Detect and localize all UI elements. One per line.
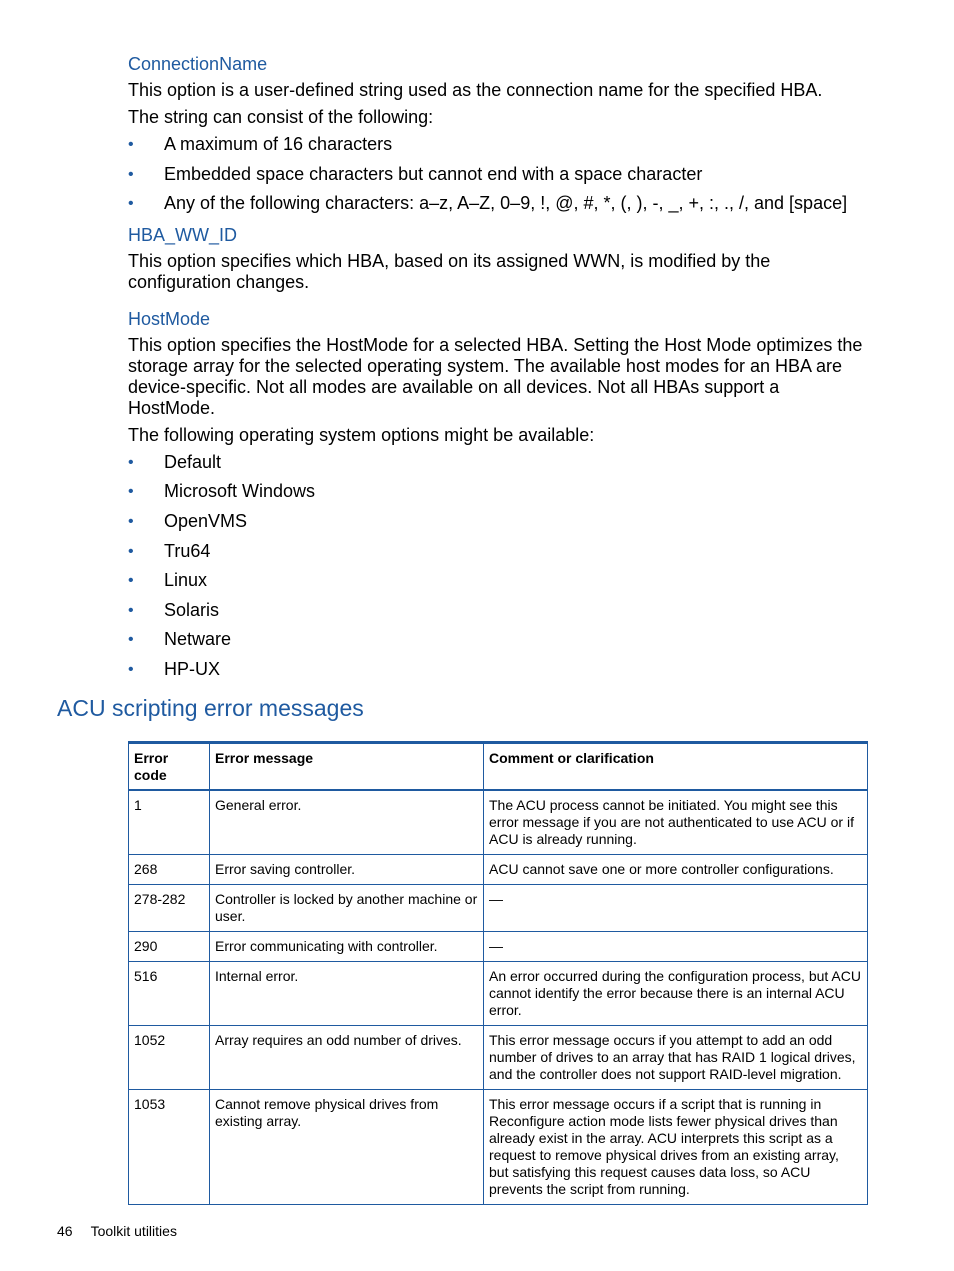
option-heading: ConnectionName <box>128 54 268 74</box>
option-description: This option specifies the HostMode for a selected HBA. Setting the Host Mode optimizes the storage array for the selected operating system. The available host modes for an HBA are device-specific. Not all modes are available on all devices. Not all HBAs support a HostMode. <box>128 334 863 418</box>
bullet-icon: • <box>128 601 134 619</box>
error-code-cell: 268 <box>129 855 210 885</box>
list-item: • Any of the following characters: a–z, A–Z, 0–9, !, @, #, *, (, ), -, _, +, :, ., /, and [space] <box>128 193 848 214</box>
option-description: The following operating system options might be available: <box>128 424 595 445</box>
comment-cell: This error message occurs if a script that is running in Reconfigure action mode lists fewer physical drives than already exist in the array. ACU interprets this script as a request to remove physical drives from an existing array, but satisfying this request causes data loss, so ACU prevents the script from running. <box>484 1090 868 1205</box>
list-item: • Microsoft Windows <box>128 481 316 502</box>
table-row <box>129 1026 868 1090</box>
table-row <box>129 855 868 885</box>
option-description: This option specifies which HBA, based on its assigned WWN, is modified by the configuration changes. <box>128 250 771 292</box>
list-item: • Linux <box>128 570 208 591</box>
option-connection-name <box>128 52 868 214</box>
section-title: ACU scripting error messages <box>57 695 364 721</box>
comment-cell: An error occurred during the configuration process, but ACU cannot identify the error because there is an internal ACU error. <box>484 962 868 1026</box>
error-message-cell: Cannot remove physical drives from existing array. <box>210 1090 484 1205</box>
error-message-cell: Internal error. <box>210 962 484 1026</box>
bullet-icon: • <box>128 453 134 471</box>
error-code-cell: 1052 <box>129 1026 210 1090</box>
comment-cell: ACU cannot save one or more controller configurations. <box>484 855 868 885</box>
bullet-icon: • <box>128 572 134 590</box>
table-row <box>129 790 868 855</box>
page-footer <box>57 1222 177 1240</box>
list-item: • Netware <box>128 629 232 650</box>
error-code-cell: 278-282 <box>129 885 210 932</box>
bullet-icon: • <box>128 631 134 649</box>
error-message-cell: Array requires an odd number of drives. <box>210 1026 484 1090</box>
option-host-mode <box>128 307 868 680</box>
table-row <box>129 932 868 962</box>
error-message-cell: Controller is locked by another machine or user. <box>210 885 484 932</box>
list-item: • A maximum of 16 characters <box>128 134 393 154</box>
table-row <box>129 885 868 932</box>
bullet-icon: • <box>128 483 134 501</box>
bullet-icon: • <box>128 512 134 530</box>
bullet-icon: • <box>128 660 134 678</box>
comment-cell: — <box>484 885 868 932</box>
bullet-icon: • <box>128 195 134 213</box>
table-row <box>129 962 868 1026</box>
comment-cell: — <box>484 932 868 962</box>
table-row <box>129 1090 868 1205</box>
list-item: • Solaris <box>128 599 220 620</box>
list-item: • Default <box>128 451 222 472</box>
page-number: 46 <box>57 1223 73 1239</box>
option-heading: HBA_WW_ID <box>128 224 238 245</box>
list-item: • OpenVMS <box>128 510 248 531</box>
page-content <box>128 52 868 689</box>
column-header-error-code: Error code <box>129 743 210 791</box>
error-code-cell: 516 <box>129 962 210 1026</box>
comment-cell: The ACU process cannot be initiated. You might see this error message if you are not authenticated to use ACU or if ACU is already running. <box>484 790 868 855</box>
option-heading: HostMode <box>128 308 211 329</box>
error-messages-table <box>128 741 868 1205</box>
error-code-cell: 1 <box>129 790 210 855</box>
comment-cell: This error message occurs if you attempt to add an odd number of drives to an array that has RAID 1 logical drives, and the controller does not support RAID-level migration. <box>484 1026 868 1090</box>
column-header-comment: Comment or clarification <box>484 743 868 791</box>
error-message-cell: Error saving controller. <box>210 855 484 885</box>
table-header-row <box>129 743 868 791</box>
list-item: • HP-UX <box>128 658 221 679</box>
error-message-cell: General error. <box>210 790 484 855</box>
error-code-cell: 290 <box>129 932 210 962</box>
bullet-icon: • <box>128 542 134 560</box>
bullet-icon: • <box>128 136 134 153</box>
error-code-cell: 1053 <box>129 1090 210 1205</box>
option-description: This option is a user-defined string used as the connection name for the specified HBA. <box>128 80 823 100</box>
bullet-list <box>128 452 868 680</box>
list-item: • Embedded space characters but cannot end with a space character <box>128 163 703 184</box>
option-hba-ww-id <box>128 223 868 293</box>
list-item: • Tru64 <box>128 540 211 561</box>
error-message-cell: Error communicating with controller. <box>210 932 484 962</box>
option-description: The string can consist of the following: <box>128 107 434 127</box>
footer-section-name: Toolkit utilities <box>90 1223 177 1239</box>
bullet-list <box>128 134 868 214</box>
bullet-icon: • <box>128 165 134 183</box>
column-header-error-message: Error message <box>210 743 484 791</box>
